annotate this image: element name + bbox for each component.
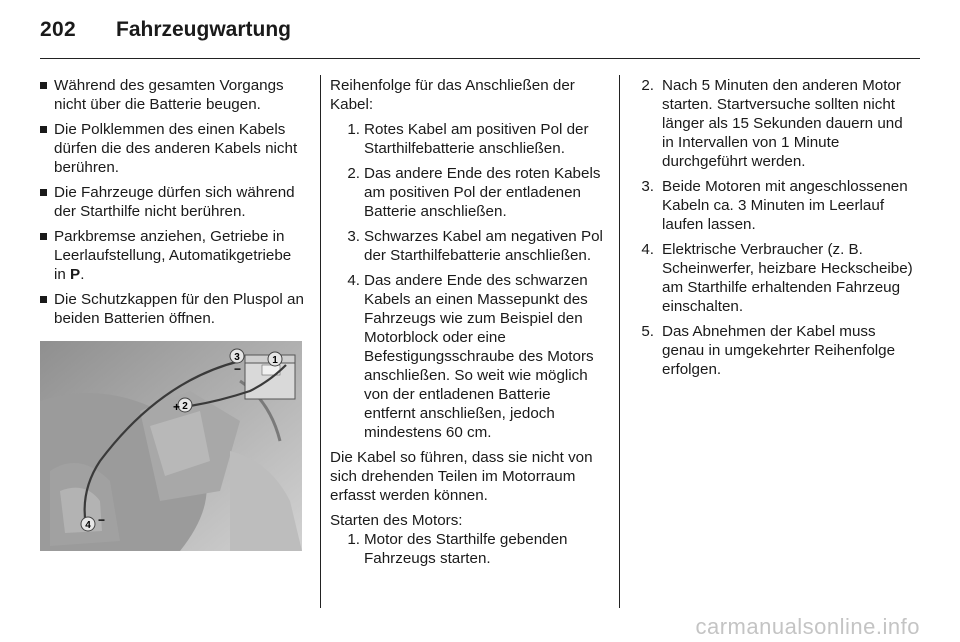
list-item: 2. Nach 5 Minuten den anderen Motor starten. Startversuche sollten nicht länger als 15 Sekunden dauern und in Intervallen von 1 Minute durchgeführt werden. [641,77,903,170]
svg-text:2: 2 [182,401,188,412]
watermark: carmanualsonline.info [695,614,920,639]
column-safety-notes [40,76,304,334]
svg-text:−: − [98,513,106,527]
list-item: 3. Schwarzes Kabel am negativen Pol der Starthilfebatterie anschließen. [347,228,603,264]
svg-text:3: 3 [234,352,240,363]
gear-position-p: P [70,266,81,283]
list-item: 2. Das andere Ende des roten Kabels am positiven Pol der entladenen Batterie anschließen. [347,165,601,220]
list-item: 1. Motor des Starthilfe gebenden Fahrzeugs starten. [347,531,568,567]
svg-text:4: 4 [85,520,91,531]
bullet-item: Die Schutzkappen für den Pluspol an beiden Batterien öffnen. [40,290,304,328]
svg-text:−: − [234,362,242,376]
svg-text:+: + [173,400,181,414]
page-number: 202 [40,18,76,41]
chapter-title: Fahrzeugwartung [116,18,292,41]
bullet-square-icon [40,189,47,196]
list-item: 4. Das andere Ende des schwarzen Kabels an einen Massepunkt des Fahrzeugs wie zum Beispiel den Motorblock oder eine Befestigungsschraube des Motors anschließen. So weit wie möglich von der entladenen Batterie entfernt anschließen, jedoch mindestens 60 cm. [347,272,594,441]
column-divider-left [320,75,321,608]
column-divider-right [619,75,620,608]
jump-start-illustration [40,341,302,551]
bullet-item: Parkbremse anziehen, Getriebe in Leerlaufstellung, Automatikgetriebe in P. [40,227,304,284]
bullet-square-icon [40,233,47,240]
page-header [40,18,920,50]
bullet-item: Die Polklemmen des einen Kabels dürfen die des anderen Kabels nicht berühren. [40,120,304,177]
connection-intro: Reihenfolge für das Anschließen der Kabel: [330,77,575,113]
bullet-square-icon [40,82,47,89]
list-item: 5. Das Abnehmen der Kabel muss genau in umgekehrter Reihenfolge erfolgen. [641,323,896,378]
cable-routing-note: Die Kabel so führen, dass sie nicht von sich drehenden Teilen im Motorraum erfasst werden können. [330,449,593,504]
callout-1 [268,352,282,366]
list-item: 1. Rotes Kabel am positiven Pol der Starthilfebatterie anschließen. [347,121,589,157]
engine-bay-drawing [40,341,302,551]
column-start-steps [630,76,918,385]
bullet-item: Während des gesamten Vorgangs nicht über die Batterie beugen. [40,76,304,114]
list-item: 3. Beide Motoren mit angeschlossenen Kabeln ca. 3 Minuten im Leerlauf laufen lassen. [641,178,908,233]
column-connection-order [330,76,606,574]
bullet-square-icon [40,296,47,303]
bullet-square-icon [40,126,47,133]
start-engine-title: Starten des Motors: [330,512,463,529]
svg-text:1: 1 [272,355,278,366]
list-item: 4. Elektrische Verbraucher (z. B. Scheinwerfer, heizbare Heckscheibe) am Starthilfe erhaltenden Fahrzeug einschalten. [641,241,913,315]
bullet-item: Die Fahrzeuge dürfen sich während der Starthilfe nicht berühren. [40,183,304,221]
header-rule [40,58,920,59]
